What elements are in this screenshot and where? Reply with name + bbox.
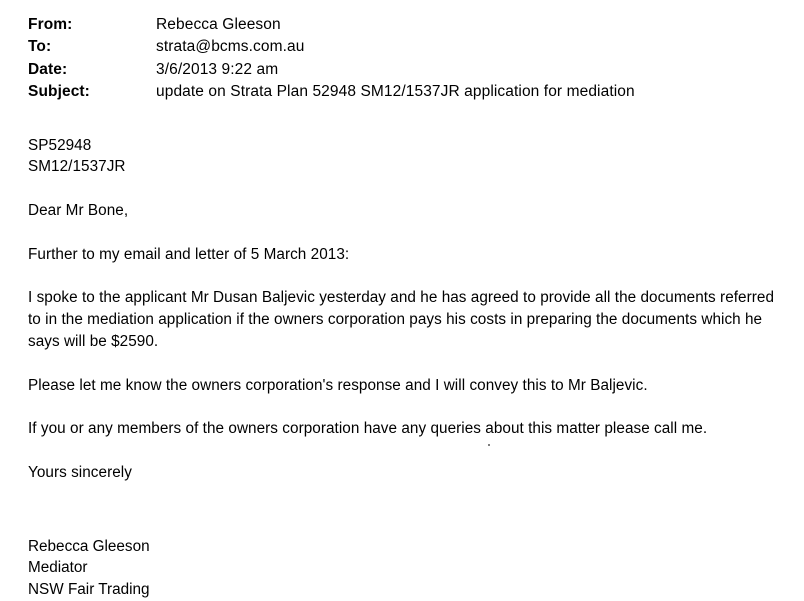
to-label: To: [28, 38, 52, 56]
spacer [28, 353, 786, 375]
header-row-to [28, 36, 786, 57]
signature-name: Rebecca Gleeson [28, 537, 150, 555]
closing: Yours sincerely [28, 463, 132, 481]
paragraph-three: If you or any members of the owners corporation have any queries about this matter please call me. [28, 420, 708, 438]
from-label: From: [28, 16, 73, 33]
salutation: Dear Mr Bone, [28, 201, 129, 219]
paragraph-two: Please let me know the owners corporation's response and I will convey this to Mr Baljevic. [28, 376, 648, 394]
signature-organisation: NSW Fair Trading [28, 581, 150, 599]
date-value: 3/6/2013 9:22 am [156, 60, 279, 78]
date-label: Date: [28, 60, 68, 78]
scan-artifact-dot [488, 444, 490, 446]
subject-label: Subject: [28, 83, 90, 101]
spacer [28, 396, 786, 418]
signature-block [28, 536, 786, 601]
email-header [28, 14, 786, 103]
header-row-subject [28, 81, 786, 102]
paragraph-one: I spoke to the applicant Mr Dusan Baljevic yesterday and he has agreed to provide all the documents referred to in the mediation application if the owners corporation pays his costs in preparing the documents which he says will be $2590. [28, 289, 775, 350]
spacer [28, 178, 786, 200]
intro-paragraph: Further to my email and letter of 5 March 2013: [28, 245, 350, 263]
spacer [28, 265, 786, 287]
reference-case-number: SM12/1537JR [28, 158, 126, 176]
header-row-from [28, 14, 786, 35]
reference-strata-plan: SP52948 [28, 136, 92, 154]
subject-value: update on Strata Plan 52948 SM12/1537JR application for mediation [156, 83, 635, 101]
spacer [28, 440, 786, 462]
email-body [28, 135, 786, 484]
to-value: strata@bcms.com.au [156, 38, 305, 56]
from-value: Rebecca Gleeson [156, 16, 281, 33]
header-row-date [28, 59, 786, 80]
spacer [28, 222, 786, 244]
signature-title: Mediator [28, 559, 88, 577]
